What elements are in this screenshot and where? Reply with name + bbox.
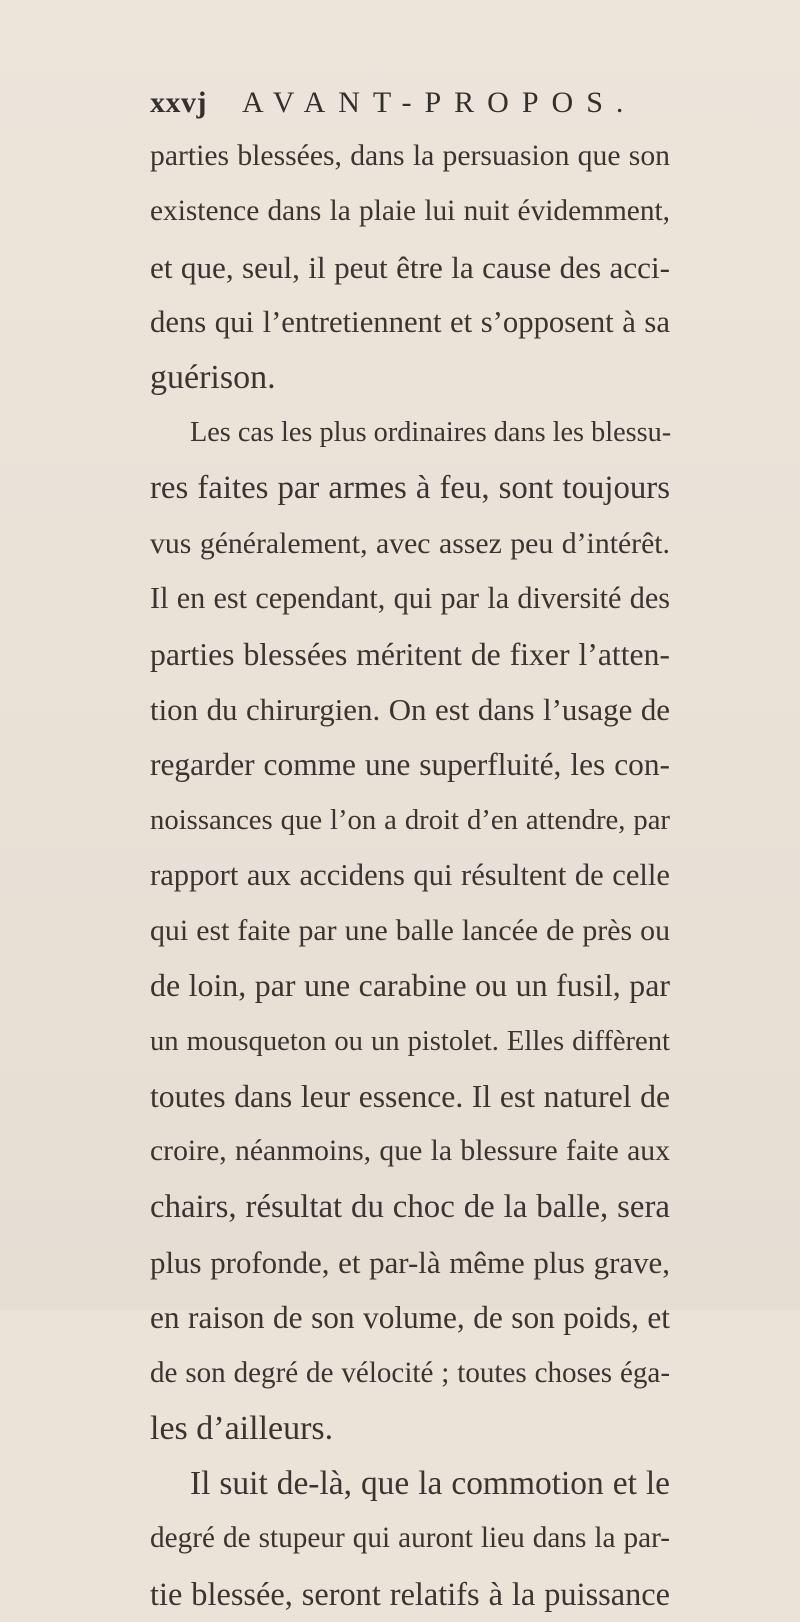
text-line: res faites par armes à feu, sont toujours bbox=[150, 469, 670, 506]
text-line: regarder comme une superfluité, les con- bbox=[150, 747, 670, 783]
body-text bbox=[150, 129, 670, 1622]
text-line: rapport aux accidens qui résultent de celle bbox=[150, 857, 670, 892]
text-line: existence dans la plaie lui nuit évidemment, bbox=[150, 195, 670, 228]
text-line: qui est faite par une balle lancée de près ou bbox=[150, 914, 670, 948]
text-line: noissances que l’on a droit d’en attendre, par bbox=[150, 803, 670, 836]
text-line: chairs, résultat du choc de la balle, sera bbox=[150, 1188, 670, 1225]
text-line: guérison. bbox=[150, 359, 276, 397]
page-header bbox=[150, 86, 670, 126]
text-line: parties blessées, dans la persuasion que son bbox=[150, 140, 670, 172]
text-line: croire, néanmoins, que la blessure faite aux bbox=[150, 1135, 670, 1168]
running-title: AVANT-PROPOS. bbox=[242, 86, 637, 119]
page-number: xxvj bbox=[150, 86, 207, 119]
text-line: tion du chirurgien. On est dans l’usage de bbox=[150, 691, 670, 727]
text-line: Il suit de-là, que la commotion et le bbox=[190, 1465, 670, 1503]
text-line: vus généralement, avec assez peu d’intérêt. bbox=[150, 527, 670, 561]
text-line: Il en est cependant, qui par la diversité des bbox=[150, 581, 670, 616]
text-line: parties blessées méritent de fixer l’atten- bbox=[150, 636, 670, 672]
text-line: toutes dans leur essence. Il est naturel de bbox=[150, 1079, 670, 1115]
text-line: de loin, par une carabine ou un fusil, par bbox=[150, 968, 670, 1004]
text-line: Les cas les plus ordinaires dans les blessu- bbox=[190, 417, 672, 449]
text-line: et que, seul, il peut être la cause des acci- bbox=[150, 249, 670, 285]
text-line: de son degré de vélocité ; toutes choses éga- bbox=[150, 1356, 670, 1389]
text-line: plus profonde, et par-là même plus grave, bbox=[150, 1244, 670, 1280]
text-line: les d’ailleurs. bbox=[150, 1409, 334, 1447]
text-line: dens qui l’entretiennent et s’opposent à sa bbox=[150, 304, 670, 339]
text-line: degré de stupeur qui auront lieu dans la par- bbox=[150, 1522, 670, 1555]
text-line: tie blessée, seront relatifs à la puissance bbox=[150, 1575, 670, 1612]
text-line: un mousqueton ou un pistolet. Elles diffèrent bbox=[150, 1025, 670, 1057]
text-line: en raison de son volume, de son poids, et bbox=[150, 1300, 670, 1336]
